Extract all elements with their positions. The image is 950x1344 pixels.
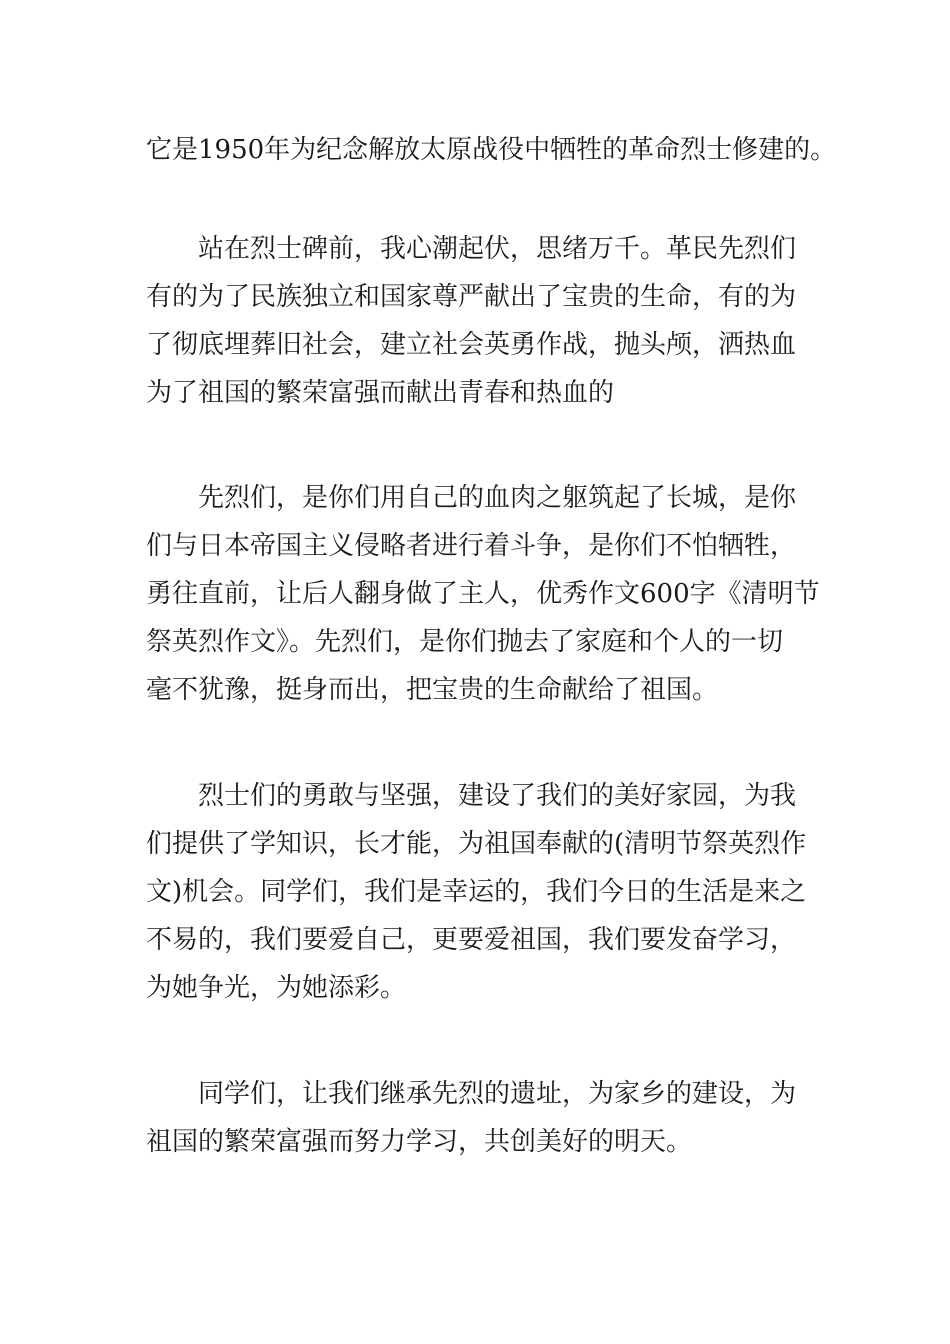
- text-line: 了彻底埋葬旧社会，建立社会英勇作战，抛头颅，洒热血: [146, 330, 797, 360]
- paragraph-2: [146, 225, 806, 417]
- text-line: 毫不犹豫，挺身而出，把宝贵的生命献给了祖国。: [146, 675, 719, 705]
- text-line: 它是1950年为纪念解放太原战役中牺牲的革命烈士修建的。: [146, 135, 837, 165]
- paragraph-3: [146, 474, 820, 714]
- text-line: 为了祖国的繁荣富强而献出青春和热血的: [146, 378, 615, 408]
- text-line: 同学们，让我们继承先烈的遗址，为家乡的建设，为: [198, 1079, 797, 1109]
- text-line: 不易的，我们要爱自己，更要爱祖国，我们要发奋学习，: [146, 925, 797, 955]
- text-line: 先烈们，是你们用自己的血肉之躯筑起了长城，是你: [198, 483, 797, 513]
- text-line: 祭英烈作文》。先烈们，是你们抛去了家庭和个人的一切: [146, 627, 784, 657]
- text-line: 祖国的繁荣富强而努力学习，共创美好的明天。: [146, 1127, 693, 1157]
- text-line: 有的为了民族独立和国家尊严献出了宝贵的生命，有的为: [146, 282, 797, 312]
- text-line: 文)机会。同学们，我们是幸运的，我们今日的生活是来之: [146, 877, 807, 907]
- text-line: 们提供了学知识，长才能，为祖国奉献的(清明节祭英烈作: [146, 829, 807, 859]
- text-line: 站在烈士碑前，我心潮起伏，思绪万千。革民先烈们: [198, 234, 797, 264]
- text-line: 勇往直前，让后人翻身做了主人，优秀作文600字《清明节: [146, 579, 820, 609]
- text-line: 烈士们的勇敢与坚强，建设了我们的美好家园，为我: [198, 781, 797, 811]
- text-line: 们与日本帝国主义侵略者进行着斗争，是你们不怕牺牲，: [146, 531, 797, 561]
- paragraph-1: [146, 126, 837, 174]
- paragraph-5: [146, 1070, 806, 1166]
- text-line: 为她争光，为她添彩。: [146, 973, 407, 1003]
- paragraph-4: [146, 772, 806, 1012]
